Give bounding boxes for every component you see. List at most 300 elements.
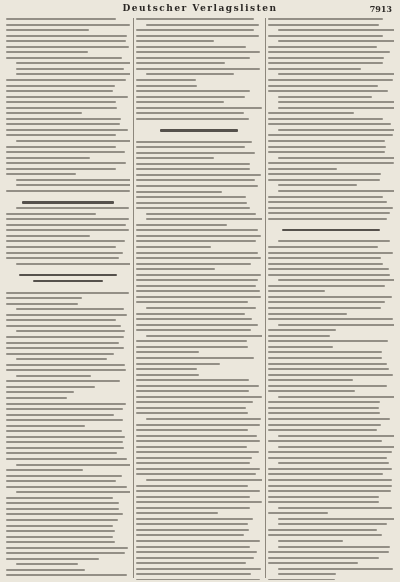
illegible-text-line	[6, 558, 99, 560]
illegible-text-line	[6, 497, 113, 499]
illegible-text-line	[136, 534, 244, 536]
illegible-text-line	[6, 29, 89, 31]
illegible-text-line	[136, 57, 250, 59]
illegible-text-line	[6, 414, 114, 416]
illegible-text-line	[136, 285, 256, 287]
illegible-text-line	[268, 479, 392, 481]
illegible-text-line	[278, 279, 394, 281]
illegible-text-line	[136, 385, 259, 387]
illegible-text-line	[136, 279, 258, 281]
illegible-text-line	[268, 407, 379, 409]
illegible-text-line	[268, 512, 328, 514]
illegible-text-line	[136, 485, 248, 487]
illegible-text-line	[16, 184, 130, 186]
illegible-text-line	[278, 540, 343, 542]
illegible-text-line	[268, 62, 383, 64]
illegible-text-line	[136, 557, 254, 559]
illegible-text-line	[268, 468, 392, 470]
illegible-text-line	[6, 162, 126, 164]
illegible-text-line	[136, 174, 261, 176]
illegible-text-line	[6, 452, 117, 454]
illegible-text-line	[268, 490, 391, 492]
illegible-text-line	[136, 290, 260, 292]
illegible-text-line	[136, 40, 214, 42]
illegible-text-line	[146, 335, 262, 337]
illegible-text-line	[6, 447, 124, 449]
illegible-text-line	[268, 529, 377, 531]
illegible-text-line	[282, 229, 380, 232]
illegible-text-line	[6, 196, 130, 198]
illegible-text-line	[6, 218, 129, 220]
illegible-text-line	[16, 464, 130, 466]
illegible-text-line	[278, 435, 394, 437]
illegible-text-line	[146, 418, 261, 420]
illegible-text-line	[136, 141, 252, 143]
illegible-text-line	[136, 424, 260, 426]
illegible-text-line	[6, 35, 127, 37]
illegible-text-line	[160, 129, 238, 132]
illegible-text-line	[6, 303, 78, 305]
illegible-text-line	[136, 268, 215, 270]
illegible-text-line	[136, 562, 246, 564]
illegible-text-line	[278, 324, 394, 326]
illegible-text-line	[136, 368, 197, 370]
illegible-text-line	[278, 184, 357, 186]
illegible-text-line	[136, 229, 258, 231]
illegible-text-line	[268, 346, 333, 348]
illegible-text-line	[6, 18, 116, 20]
illegible-text-line	[6, 112, 82, 114]
illegible-text-line	[6, 469, 83, 471]
illegible-text-line	[278, 568, 393, 570]
illegible-text-line	[16, 68, 124, 70]
illegible-text-line	[6, 475, 122, 477]
illegible-text-line	[136, 579, 260, 580]
illegible-text-line	[6, 486, 127, 488]
illegible-text-line	[136, 51, 260, 53]
illegible-text-line	[136, 112, 244, 114]
illegible-text-line	[6, 458, 127, 460]
illegible-text-line	[6, 51, 88, 53]
illegible-text-line	[268, 112, 354, 114]
illegible-text-line	[6, 229, 129, 231]
illegible-text-line	[6, 252, 123, 254]
illegible-text-line	[268, 390, 355, 392]
illegible-text-line	[268, 146, 386, 148]
illegible-text-line	[136, 473, 256, 475]
illegible-text-line	[146, 218, 262, 220]
illegible-text-line	[16, 179, 130, 181]
illegible-text-line	[16, 330, 125, 332]
illegible-text-line	[268, 274, 390, 276]
illegible-text-line	[136, 79, 196, 81]
illegible-text-line	[268, 534, 382, 536]
illegible-text-line	[136, 357, 254, 359]
illegible-text-line	[6, 342, 119, 344]
illegible-text-line	[136, 462, 250, 464]
illegible-text-line	[6, 157, 90, 159]
illegible-text-line	[136, 235, 261, 237]
illegible-text-line	[136, 446, 247, 448]
illegible-text-line	[16, 375, 91, 377]
illegible-text-line	[6, 268, 130, 270]
illegible-text-line	[6, 536, 113, 538]
illegible-text-line	[16, 358, 107, 360]
illegible-text-line	[268, 268, 389, 270]
illegible-text-line	[268, 340, 388, 342]
illegible-text-line	[268, 196, 383, 198]
illegible-text-line	[136, 196, 246, 198]
illegible-text-line	[136, 152, 255, 154]
illegible-text-line	[6, 168, 116, 170]
illegible-text-line	[268, 313, 347, 315]
illegible-text-line	[16, 563, 78, 565]
illegible-text-line	[6, 46, 129, 48]
illegible-text-line	[16, 491, 130, 493]
illegible-text-line	[16, 263, 130, 265]
illegible-text-line	[6, 519, 118, 521]
illegible-text-line	[268, 57, 384, 59]
illegible-text-line	[268, 173, 381, 175]
illegible-text-line	[268, 496, 379, 498]
illegible-text-line	[136, 501, 262, 503]
illegible-text-line	[268, 223, 394, 225]
illegible-text-line	[136, 85, 197, 87]
illegible-text-line	[6, 325, 121, 327]
illegible-text-line	[6, 40, 126, 42]
illegible-text-line	[136, 263, 251, 265]
illegible-text-line	[268, 151, 385, 153]
illegible-text-line	[278, 507, 392, 509]
illegible-text-line	[136, 107, 262, 109]
illegible-text-line	[268, 68, 361, 70]
illegible-text-line	[136, 68, 260, 70]
illegible-text-line	[6, 146, 116, 148]
illegible-text-line	[278, 190, 394, 192]
illegible-text-line	[268, 335, 330, 337]
illegible-text-line	[136, 313, 245, 315]
text-column-right	[268, 18, 394, 580]
running-title: Deutscher Verlagslisten	[122, 4, 278, 14]
illegible-text-line	[136, 401, 253, 403]
illegible-text-line	[268, 35, 383, 37]
illegible-text-line	[268, 557, 379, 559]
illegible-text-line	[278, 73, 394, 75]
illegible-text-line	[268, 351, 382, 353]
illegible-text-line	[6, 541, 115, 543]
illegible-text-line	[6, 173, 76, 175]
illegible-text-line	[16, 140, 130, 142]
illegible-text-line	[278, 573, 336, 575]
illegible-text-line	[6, 441, 123, 443]
illegible-text-line	[136, 340, 247, 342]
illegible-text-line	[268, 501, 379, 503]
illegible-text-line	[6, 292, 129, 294]
illegible-text-line	[6, 574, 127, 576]
illegible-text-line	[16, 207, 129, 209]
illegible-text-line	[278, 462, 389, 464]
illegible-text-line	[146, 73, 234, 75]
illegible-text-line	[136, 540, 260, 542]
illegible-text-line	[136, 62, 225, 64]
illegible-text-line	[268, 79, 393, 81]
illegible-text-line	[268, 457, 387, 459]
illegible-text-line	[268, 368, 389, 370]
illegible-text-line	[6, 391, 74, 393]
illegible-text-line	[136, 246, 211, 248]
illegible-text-line	[136, 135, 262, 137]
illegible-text-line	[6, 480, 116, 482]
illegible-text-line	[268, 162, 394, 164]
illegible-text-line	[278, 157, 394, 159]
illegible-text-line	[268, 212, 390, 214]
illegible-text-line	[268, 201, 387, 203]
illegible-text-line	[136, 396, 262, 398]
illegible-text-line	[268, 118, 383, 120]
illegible-text-line	[268, 90, 388, 92]
illegible-text-line	[268, 134, 393, 136]
illegible-text-line	[136, 46, 246, 48]
illegible-text-line	[268, 473, 383, 475]
illegible-text-line	[278, 40, 394, 42]
illegible-text-line	[278, 101, 394, 103]
illegible-text-line	[146, 24, 259, 26]
illegible-text-line	[6, 364, 125, 366]
illegible-text-line	[136, 118, 249, 120]
illegible-text-line	[136, 90, 250, 92]
illegible-text-line	[6, 530, 115, 532]
illegible-text-line	[6, 319, 116, 321]
illegible-text-line	[136, 318, 252, 320]
text-column-left	[6, 18, 130, 580]
page-header	[0, 3, 400, 19]
illegible-text-line	[268, 385, 387, 387]
illegible-text-line	[136, 191, 222, 193]
illegible-text-line	[16, 308, 124, 310]
illegible-text-line	[136, 407, 246, 409]
illegible-text-line	[136, 185, 258, 187]
illegible-text-line	[136, 101, 224, 103]
illegible-text-line	[6, 408, 123, 410]
illegible-text-line	[136, 224, 227, 226]
illegible-text-line	[268, 51, 390, 53]
illegible-text-line	[268, 296, 392, 298]
illegible-text-line	[268, 562, 358, 564]
illegible-text-line	[6, 101, 116, 103]
illegible-text-line	[6, 79, 126, 81]
illegible-text-line	[136, 351, 199, 353]
illegible-text-line	[136, 496, 250, 498]
illegible-text-line	[6, 369, 126, 371]
illegible-text-line	[268, 24, 379, 26]
illegible-text-line	[268, 401, 380, 403]
illegible-text-line	[268, 363, 387, 365]
illegible-text-line	[136, 518, 253, 520]
illegible-text-line	[268, 307, 381, 309]
illegible-text-line	[136, 329, 251, 331]
illegible-text-line	[268, 235, 394, 237]
illegible-text-line	[16, 62, 130, 64]
illegible-text-line	[6, 430, 122, 432]
illegible-text-line	[268, 18, 383, 20]
illegible-text-line	[6, 224, 126, 226]
illegible-text-line	[268, 579, 335, 580]
illegible-text-line	[268, 301, 385, 303]
illegible-text-line	[136, 123, 262, 125]
illegible-text-line	[136, 252, 258, 254]
illegible-text-line	[6, 380, 120, 382]
illegible-text-line	[6, 286, 130, 288]
illegible-text-line	[136, 168, 250, 170]
illegible-text-line	[6, 397, 67, 399]
illegible-text-line	[268, 551, 389, 553]
illegible-text-line	[268, 140, 385, 142]
illegible-text-line	[278, 96, 372, 98]
illegible-text-line	[6, 513, 123, 515]
illegible-text-line	[6, 96, 128, 98]
illegible-text-line	[6, 425, 85, 427]
illegible-text-line	[19, 274, 117, 277]
illegible-text-line	[136, 374, 199, 376]
illegible-text-line	[268, 374, 393, 376]
illegible-text-line	[136, 523, 248, 525]
illegible-text-line	[6, 419, 123, 421]
illegible-text-line	[136, 512, 218, 514]
illegible-text-line	[268, 357, 382, 359]
illegible-text-line	[136, 546, 250, 548]
illegible-text-line	[6, 336, 124, 338]
illegible-text-line	[136, 301, 248, 303]
illegible-text-line	[6, 190, 130, 192]
illegible-text-line	[146, 213, 256, 215]
illegible-text-line	[268, 263, 383, 265]
illegible-text-line	[6, 57, 122, 59]
illegible-text-line	[268, 218, 387, 220]
illegible-text-line	[6, 403, 126, 405]
illegible-text-line	[136, 573, 251, 575]
page-number: 7913	[369, 4, 392, 14]
illegible-text-line	[136, 207, 250, 209]
illegible-text-line	[136, 429, 248, 431]
illegible-text-line	[6, 552, 125, 554]
illegible-text-line	[6, 386, 95, 388]
illegible-text-line	[136, 440, 260, 442]
illegible-text-line	[6, 525, 113, 527]
illegible-text-line	[268, 168, 337, 170]
illegible-text-line	[136, 179, 255, 181]
illegible-text-line	[278, 518, 394, 520]
illegible-text-line	[136, 363, 220, 365]
illegible-text-line	[136, 157, 214, 159]
illegible-text-line	[268, 179, 380, 181]
illegible-text-line	[268, 290, 325, 292]
illegible-text-line	[136, 202, 247, 204]
illegible-text-line	[268, 46, 377, 48]
illegible-text-line	[136, 457, 252, 459]
illegible-text-line	[268, 440, 382, 442]
illegible-text-line	[6, 90, 113, 92]
illegible-text-line	[278, 446, 394, 448]
illegible-text-line	[136, 346, 248, 348]
illegible-text-line	[136, 412, 248, 414]
illegible-text-line	[268, 318, 393, 320]
illegible-text-line	[268, 329, 336, 331]
illegible-text-line	[278, 29, 394, 31]
illegible-text-line	[6, 107, 117, 109]
column-divider	[265, 18, 266, 578]
illegible-text-line	[136, 551, 257, 553]
illegible-text-line	[136, 435, 257, 437]
illegible-text-line	[6, 129, 128, 131]
illegible-text-line	[268, 123, 391, 125]
illegible-text-line	[136, 29, 254, 31]
illegible-text-line	[268, 285, 385, 287]
illegible-text-line	[6, 502, 119, 504]
illegible-text-line	[268, 246, 378, 248]
illegible-text-line	[6, 569, 85, 571]
illegible-text-line	[136, 379, 249, 381]
illegible-text-line	[6, 257, 119, 259]
illegible-text-line	[6, 508, 119, 510]
illegible-text-line	[16, 73, 130, 75]
illegible-text-line	[136, 507, 250, 509]
illegible-text-line	[22, 201, 114, 204]
illegible-text-line	[6, 240, 125, 242]
illegible-text-line	[6, 213, 96, 215]
illegible-text-line	[278, 129, 394, 131]
illegible-text-line	[136, 568, 261, 570]
illegible-text-line	[278, 396, 394, 398]
illegible-text-line	[6, 151, 125, 153]
illegible-text-line	[268, 418, 390, 420]
illegible-text-line	[146, 479, 262, 481]
illegible-text-line	[278, 107, 394, 109]
illegible-text-line	[6, 314, 127, 316]
illegible-text-line	[146, 307, 256, 309]
illegible-text-line	[268, 85, 378, 87]
column-divider	[133, 18, 134, 578]
illegible-text-line	[136, 490, 260, 492]
illegible-text-line	[136, 468, 260, 470]
illegible-text-line	[136, 18, 254, 20]
illegible-text-line	[136, 390, 249, 392]
illegible-text-line	[33, 280, 102, 283]
illegible-text-line	[268, 412, 380, 414]
illegible-text-line	[136, 240, 256, 242]
illegible-text-line	[136, 274, 261, 276]
illegible-text-line	[6, 436, 125, 438]
illegible-text-line	[136, 296, 261, 298]
illegible-text-line	[6, 547, 128, 549]
illegible-text-line	[278, 546, 390, 548]
illegible-text-line	[6, 24, 130, 26]
illegible-text-line	[6, 85, 115, 87]
illegible-text-line	[136, 35, 259, 37]
illegible-text-line	[6, 235, 90, 237]
illegible-text-line	[268, 252, 393, 254]
illegible-text-line	[278, 523, 387, 525]
illegible-text-line	[6, 347, 124, 349]
illegible-text-line	[136, 324, 258, 326]
illegible-text-line	[136, 451, 259, 453]
illegible-text-line	[6, 353, 114, 355]
illegible-text-line	[278, 240, 390, 242]
illegible-text-line	[268, 485, 392, 487]
illegible-text-line	[268, 429, 377, 431]
illegible-text-line	[136, 146, 245, 148]
illegible-text-line	[268, 379, 353, 381]
illegible-text-line	[6, 246, 116, 248]
